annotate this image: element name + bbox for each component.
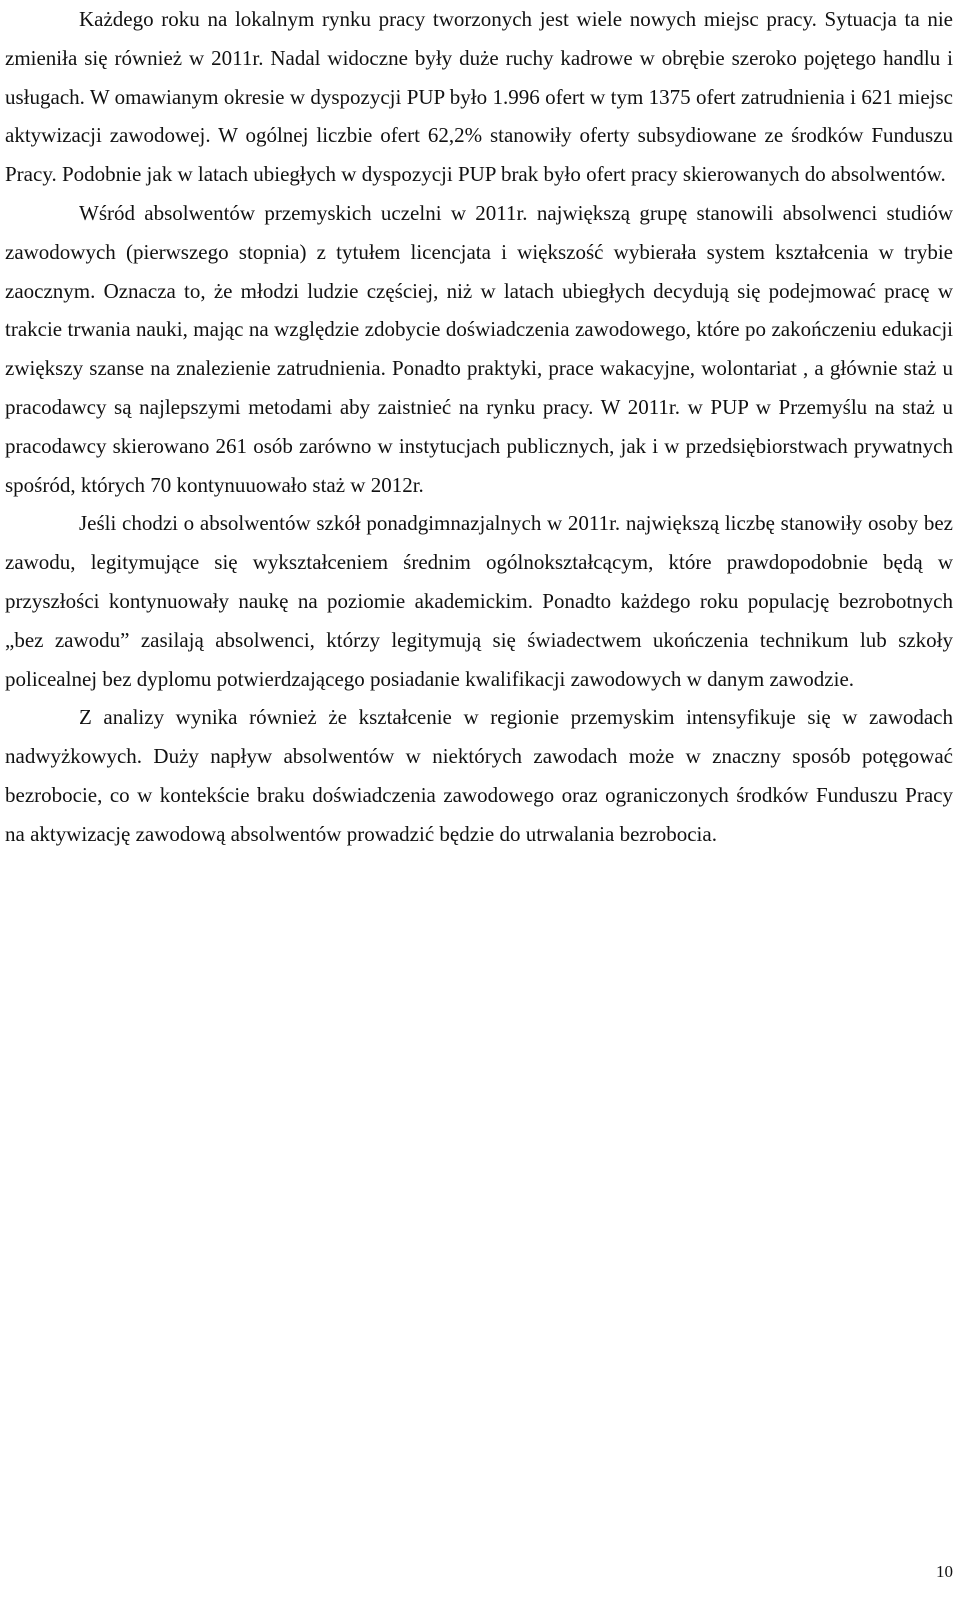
paragraph-job-offers: Każdego roku na lokalnym rynku pracy tworzonych jest wiele nowych miejsc pracy. Sytuacja ta nie zmieniła się również w 2011r. Nadal widoczne były duże ruchy kadrowe w obrębie szeroko pojętego handlu i usługach. W omawianym okresie w dyspozycji PUP było 1.996 ofert w tym 1375 ofert zatrudnienia i 621 miejsc aktywizacji zawodowej. W ogólnej liczbie ofert 62,2% stanowiły oferty subsydiowane ze środków Funduszu Pracy. Podobnie jak w latach ubiegłych w dyspozycji PUP brak było ofert pracy skierowanych do absolwentów. (5, 7, 953, 187)
page-number: 10 (936, 1562, 953, 1581)
paragraph-analysis-conclusion: Z analizy wynika również że kształcenie w regionie przemyskim intensyfikuje się w zawodach nadwyżkowych. Duży napływ absolwentów w niektórych zawodach może w znaczny sposób potęgować bezrobocie, co w kontekście braku doświadczenia zawodowego oraz ograniczonych środków Funduszu Pracy na aktywizację zawodową absolwentów prowadzić będzie do utrwalania bezrobocia. (5, 705, 953, 846)
paragraph-university-graduates: Wśród absolwentów przemyskich uczelni w 2011r. największą grupę stanowili absolwenci studiów zawodowych (pierwszego stopnia) z tytułem licencjata i większość wybierała system kształcenia w trybie zaocznym. Oznacza to, że młodzi ludzie częściej, niż w latach ubiegłych decydują się podejmować pracę w trakcie trwania nauki, mając na względzie zdobycie doświadczenia zawodowego, które po zakończeniu edukacji zwiększy szanse na znalezienie zatrudnienia. Ponadto praktyki, prace wakacyjne, wolontariat , a głównie staż u pracodawcy są najlepszymi metodami aby zaistnieć na rynku pracy. W 2011r. w PUP w Przemyślu na staż u pracodawcy skierowano 261 osób zarówno w instytucjach publicznych, jak i w przedsiębiorstwach prywatnych spośród, których 70 kontynuuowało staż w 2012r. (5, 200, 953, 497)
document-body (5, 0, 953, 854)
paragraph-secondary-school-graduates: Jeśli chodzi o absolwentów szkół ponadgimnazjalnych w 2011r. największą liczbę stanowiły osoby bez zawodu, legitymujące się wykształceniem średnim ogólnokształcącym, które prawdopodobnie będą w przyszłości kontynuowały naukę na poziomie akademickim. Ponadto każdego roku populację bezrobotnych „bez zawodu” zasilają absolwenci, którzy legitymują się świadectwem ukończenia technikum lub szkoły policealnej bez dyplomu potwierdzającego posiadanie kwalifikacji zawodowych w danym zawodzie. (5, 511, 953, 691)
